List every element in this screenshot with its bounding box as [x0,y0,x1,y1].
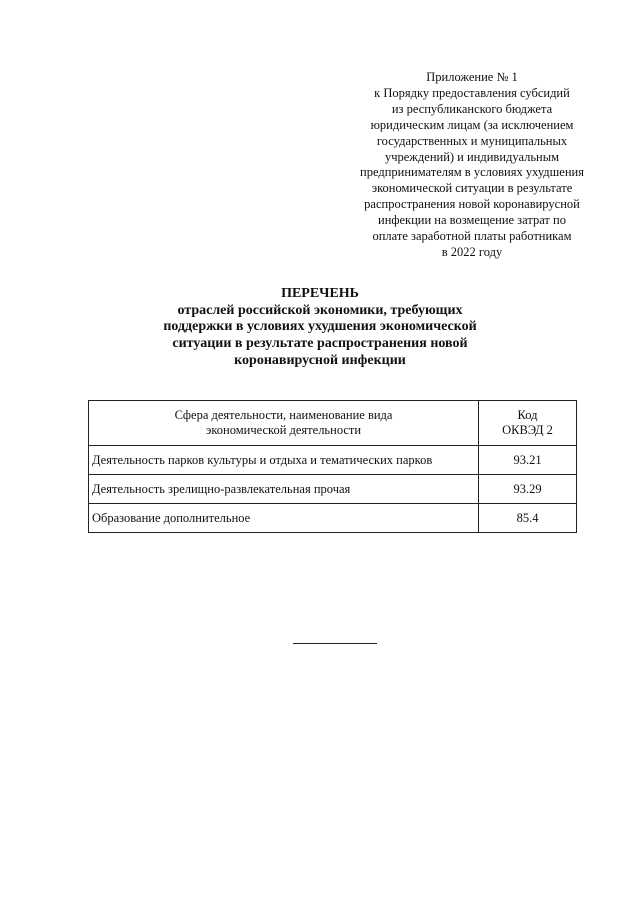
end-divider [293,643,377,644]
appendix-line: государственных и муниципальных [376,133,568,148]
title-line: отраслей российской экономики, требующих [177,302,463,318]
title-heading: ПЕРЕЧЕНЬ [281,286,359,301]
header-code-line2: ОКВЭД 2 [502,423,553,437]
appendix-line: экономической ситуации в результате [371,181,573,196]
header-cell-code [479,401,577,446]
header-activity-line2: экономической деятельности [205,423,362,437]
title-line: коронавирусной инфекции [234,352,406,368]
appendix-header [322,70,622,261]
okved-code-cell: 85.4 [479,504,577,533]
document-title [100,286,540,370]
appendix-line: оплате заработной платы работникам [372,229,572,244]
table-row [89,475,577,504]
header-activity-line1: Сфера деятельности, наименование вида [174,408,393,422]
activity-name-cell: Образование дополнительное [89,504,479,533]
okved-code-cell: 93.29 [479,475,577,504]
appendix-line: предпринимателям в условиях ухудшения [360,165,584,180]
activity-name-cell: Деятельность парков культуры и отдыха и тематических парков [89,446,479,475]
appendix-line: из республиканского бюджета [391,101,553,116]
title-line: ситуации в результате распространения новой [172,336,468,352]
appendix-line: к Порядку предоставления субсидий [374,85,570,100]
table-row [89,446,577,475]
appendix-line: в 2022 году [441,244,503,259]
header-cell-activity [89,401,479,446]
appendix-line: юридическим лицам (за исключением [370,117,574,132]
header-code-line1: Код [517,408,538,422]
table-row [89,504,577,533]
table-header-row [89,401,577,446]
activities-table [88,400,577,533]
appendix-line: Приложение № 1 [426,70,518,84]
title-line: поддержки в условиях ухудшения экономической [163,319,477,335]
okved-code-cell: 93.21 [479,446,577,475]
appendix-line: инфекции на возмещение затрат по [378,213,566,228]
appendix-line: распространения новой коронавирусной [364,197,580,212]
activity-name-cell: Деятельность зрелищно-развлекательная прочая [89,475,479,504]
appendix-line: учреждений) и индивидуальным [384,149,560,164]
